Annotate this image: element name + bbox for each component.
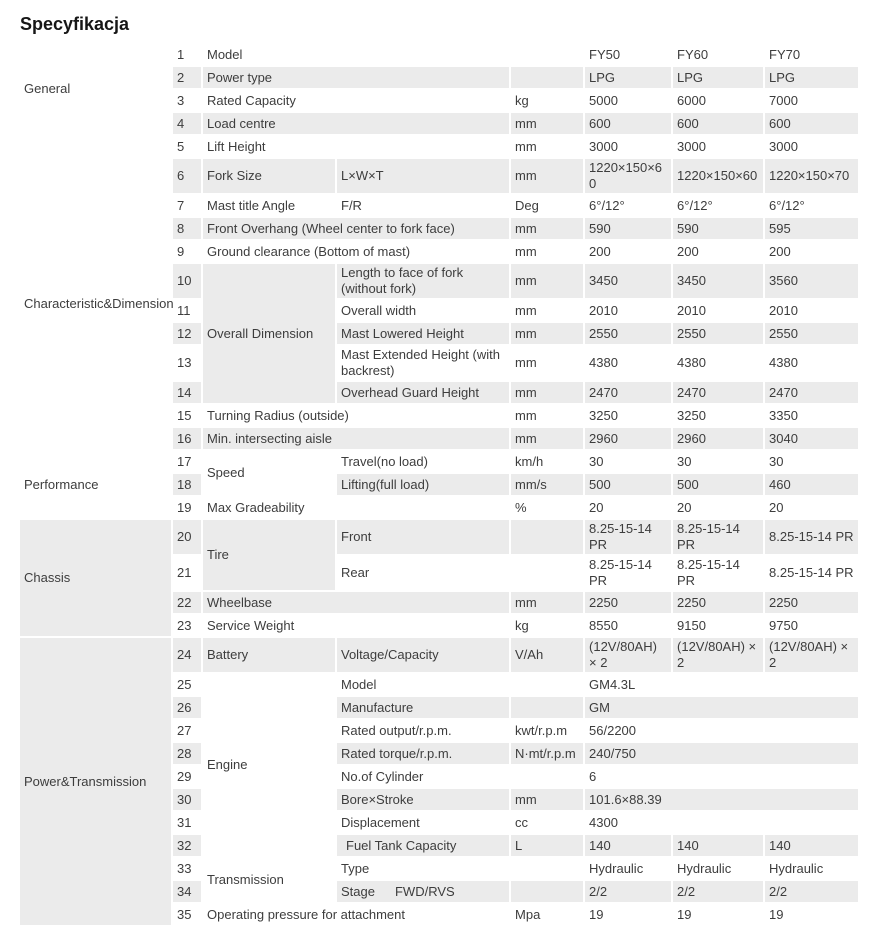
value-cell: 3450 <box>673 264 763 298</box>
param-cell: Turning Radius (outside) <box>203 405 509 426</box>
row-number-cell: 34 <box>173 881 201 902</box>
value-cell: 600 <box>585 113 671 134</box>
subparam-cell: Rated output/r.p.m. <box>337 720 509 741</box>
param-cell: Mast title Angle <box>203 195 335 216</box>
unit-cell: Mpa <box>511 904 583 925</box>
subparam-cell: Manufacture <box>337 697 509 718</box>
subparam-cell: Length to face of fork (without fork) <box>337 264 509 298</box>
param-cell: Load centre <box>203 113 509 134</box>
unit-cell <box>511 520 583 554</box>
value-cell: 19 <box>585 904 671 925</box>
unit-cell: N·mt/r.p.m <box>511 743 583 764</box>
value-cell: 2470 <box>765 382 858 403</box>
value-cell: 3250 <box>673 405 763 426</box>
value-cell: 56/2200 <box>585 720 858 741</box>
subparam-cell <box>337 881 509 902</box>
table-row <box>20 159 858 193</box>
value-cell: 2/2 <box>765 881 858 902</box>
table-row <box>20 638 858 672</box>
value-cell: Hydraulic <box>585 858 671 879</box>
value-cell: 8.25-15-14 PR <box>765 520 858 554</box>
value-cell: 2010 <box>673 300 763 321</box>
value-cell: Hydraulic <box>673 858 763 879</box>
value-cell: 460 <box>765 474 858 495</box>
value-cell: 4380 <box>673 346 763 380</box>
table-row <box>20 451 858 472</box>
spec-table <box>18 42 860 927</box>
value-cell: Hydraulic <box>765 858 858 879</box>
param-cell: Fork Size <box>203 159 335 193</box>
unit-cell: mm <box>511 789 583 810</box>
value-cell: 3350 <box>765 405 858 426</box>
row-number-cell: 32 <box>173 835 201 856</box>
category-cell: Chassis <box>20 520 171 636</box>
param-cell: Wheelbase <box>203 592 509 613</box>
unit-cell <box>511 858 583 879</box>
value-cell: 2010 <box>765 300 858 321</box>
value-cell: LPG <box>585 67 671 88</box>
subparam-cell: F/R <box>337 195 509 216</box>
value-cell: 4380 <box>585 346 671 380</box>
unit-cell: mm <box>511 241 583 262</box>
value-cell: FY60 <box>673 44 763 65</box>
value-cell: 20 <box>765 497 858 518</box>
unit-cell: kwt/r.p.m <box>511 720 583 741</box>
value-cell: 2250 <box>673 592 763 613</box>
subparam-cell: Overhead Guard Height <box>337 382 509 403</box>
value-cell: 3450 <box>585 264 671 298</box>
value-cell: 2550 <box>765 323 858 344</box>
category-cell: Characteristic&Dimension <box>20 159 171 449</box>
value-cell: 2/2 <box>673 881 763 902</box>
unit-cell: Deg <box>511 195 583 216</box>
value-cell: 2250 <box>765 592 858 613</box>
value-cell: 3250 <box>585 405 671 426</box>
value-cell: 30 <box>673 451 763 472</box>
row-number-cell: 30 <box>173 789 201 810</box>
param-cell: Front Overhang (Wheel center to fork face) <box>203 218 509 239</box>
row-number-cell: 33 <box>173 858 201 879</box>
value-cell: 2960 <box>673 428 763 449</box>
unit-cell: mm <box>511 323 583 344</box>
value-cell: 1220×150×60 <box>585 159 671 193</box>
unit-cell <box>511 674 583 695</box>
param-cell: Engine <box>203 674 335 856</box>
value-cell: 8550 <box>585 615 671 636</box>
value-cell: 9750 <box>765 615 858 636</box>
value-cell: 30 <box>765 451 858 472</box>
unit-cell <box>511 556 583 590</box>
subparam-cell: Voltage/Capacity <box>337 638 509 672</box>
subparam-cell: Rated torque/r.p.m. <box>337 743 509 764</box>
value-cell: 500 <box>585 474 671 495</box>
spec-table-body <box>20 44 858 925</box>
unit-cell: mm <box>511 405 583 426</box>
unit-cell: kg <box>511 615 583 636</box>
subparam-cell: Mast Lowered Height <box>337 323 509 344</box>
value-cell: 140 <box>585 835 671 856</box>
value-cell: 101.6×88.39 <box>585 789 858 810</box>
row-number-cell: 1 <box>173 44 201 65</box>
value-cell: 19 <box>765 904 858 925</box>
subparam-cell: Travel(no load) <box>337 451 509 472</box>
category-cell: Power&Transmission <box>20 638 171 925</box>
value-cell: 9150 <box>673 615 763 636</box>
param-cell: Min. intersecting aisle <box>203 428 509 449</box>
row-number-cell: 31 <box>173 812 201 833</box>
value-cell: 8.25-15-14 PR <box>673 520 763 554</box>
param-cell: Speed <box>203 451 335 495</box>
value-cell: 3000 <box>673 136 763 157</box>
subparam-cell: No.of Cylinder <box>337 766 509 787</box>
value-cell: 8.25-15-14 PR <box>765 556 858 590</box>
subparam-label-secondary: FWD/RVS <box>394 883 455 899</box>
value-cell: LPG <box>673 67 763 88</box>
value-cell: GM4.3L <box>585 674 858 695</box>
row-number-cell: 18 <box>173 474 201 495</box>
value-cell: 2010 <box>585 300 671 321</box>
unit-cell: km/h <box>511 451 583 472</box>
value-cell: 4380 <box>765 346 858 380</box>
subparam-cell: Mast Extended Height (with backrest) <box>337 346 509 380</box>
unit-cell: V/Ah <box>511 638 583 672</box>
value-cell: 200 <box>765 241 858 262</box>
unit-cell <box>511 881 583 902</box>
value-cell: 5000 <box>585 90 671 111</box>
subparam-cell: Bore×Stroke <box>337 789 509 810</box>
row-number-cell: 24 <box>173 638 201 672</box>
row-number-cell: 16 <box>173 428 201 449</box>
unit-cell <box>511 67 583 88</box>
param-cell: Service Weight <box>203 615 509 636</box>
value-cell: 595 <box>765 218 858 239</box>
value-cell: 1220×150×60 <box>673 159 763 193</box>
value-cell: 6 <box>585 766 858 787</box>
param-cell: Transmission <box>203 858 335 902</box>
unit-cell: L <box>511 835 583 856</box>
row-number-cell: 3 <box>173 90 201 111</box>
subparam-cell: Overall width <box>337 300 509 321</box>
value-cell: 3000 <box>765 136 858 157</box>
unit-cell: mm/s <box>511 474 583 495</box>
unit-cell: % <box>511 497 583 518</box>
param-cell: Operating pressure for attachment <box>203 904 509 925</box>
value-cell: FY70 <box>765 44 858 65</box>
value-cell: 20 <box>585 497 671 518</box>
row-number-cell: 15 <box>173 405 201 426</box>
unit-cell: kg <box>511 90 583 111</box>
row-number-cell: 28 <box>173 743 201 764</box>
value-cell: 8.25-15-14 PR <box>585 556 671 590</box>
unit-cell: mm <box>511 346 583 380</box>
unit-cell: mm <box>511 218 583 239</box>
row-number-cell: 13 <box>173 346 201 380</box>
unit-cell: mm <box>511 592 583 613</box>
row-number-cell: 19 <box>173 497 201 518</box>
page-title: Specyfikacja <box>20 14 130 34</box>
param-cell: Power type <box>203 67 509 88</box>
row-number-cell: 17 <box>173 451 201 472</box>
param-cell: Ground clearance (Bottom of mast) <box>203 241 509 262</box>
value-cell: 2470 <box>585 382 671 403</box>
row-number-cell: 9 <box>173 241 201 262</box>
category-cell: General <box>20 44 171 134</box>
param-cell: Model <box>203 44 509 65</box>
value-cell: 2/2 <box>585 881 671 902</box>
row-number-cell: 12 <box>173 323 201 344</box>
value-cell: 2550 <box>585 323 671 344</box>
row-number-cell: 20 <box>173 520 201 554</box>
table-row <box>20 44 858 65</box>
row-number-cell: 21 <box>173 556 201 590</box>
unit-cell: mm <box>511 428 583 449</box>
value-cell: 600 <box>765 113 858 134</box>
param-cell: Lift Height <box>203 136 509 157</box>
value-cell: 140 <box>765 835 858 856</box>
category-cell <box>20 136 171 157</box>
unit-cell: mm <box>511 264 583 298</box>
unit-cell: mm <box>511 113 583 134</box>
row-number-cell: 7 <box>173 195 201 216</box>
value-cell: GM <box>585 697 858 718</box>
subparam-cell: Model <box>337 674 509 695</box>
value-cell: 19 <box>673 904 763 925</box>
value-cell: 4300 <box>585 812 858 833</box>
value-cell: 1220×150×70 <box>765 159 858 193</box>
value-cell: 590 <box>673 218 763 239</box>
subparam-cell: Fuel Tank Capacity <box>337 835 509 856</box>
value-cell: (12V/80AH) × 2 <box>765 638 858 672</box>
value-cell: 200 <box>585 241 671 262</box>
value-cell: 3560 <box>765 264 858 298</box>
value-cell: 7000 <box>765 90 858 111</box>
value-cell: 6000 <box>673 90 763 111</box>
subparam-cell: Displacement <box>337 812 509 833</box>
unit-cell: mm <box>511 159 583 193</box>
row-number-cell: 4 <box>173 113 201 134</box>
value-cell: 2960 <box>585 428 671 449</box>
value-cell: 6°/12° <box>585 195 671 216</box>
row-number-cell: 23 <box>173 615 201 636</box>
value-cell: (12V/80AH) × 2 <box>585 638 671 672</box>
category-cell: Performance <box>20 451 171 518</box>
unit-cell <box>511 44 583 65</box>
row-number-cell: 22 <box>173 592 201 613</box>
table-row <box>20 520 858 554</box>
param-cell: Rated Capacity <box>203 90 509 111</box>
value-cell: 2470 <box>673 382 763 403</box>
value-cell: 600 <box>673 113 763 134</box>
value-cell: 30 <box>585 451 671 472</box>
value-cell: 2250 <box>585 592 671 613</box>
value-cell: FY50 <box>585 44 671 65</box>
param-cell: Battery <box>203 638 335 672</box>
unit-cell: mm <box>511 382 583 403</box>
row-number-cell: 2 <box>173 67 201 88</box>
value-cell: 500 <box>673 474 763 495</box>
unit-cell <box>511 766 583 787</box>
subparam-cell: L×W×T <box>337 159 509 193</box>
row-number-cell: 26 <box>173 697 201 718</box>
param-cell: Overall Dimension <box>203 264 335 403</box>
value-cell: 8.25-15-14 PR <box>673 556 763 590</box>
unit-cell <box>511 697 583 718</box>
value-cell: 8.25-15-14 PR <box>585 520 671 554</box>
subparam-label: Stage <box>341 883 375 899</box>
row-number-cell: 11 <box>173 300 201 321</box>
value-cell: 3040 <box>765 428 858 449</box>
param-cell: Max Gradeability <box>203 497 509 518</box>
value-cell: 3000 <box>585 136 671 157</box>
value-cell: LPG <box>765 67 858 88</box>
row-number-cell: 5 <box>173 136 201 157</box>
value-cell: 200 <box>673 241 763 262</box>
value-cell: 6°/12° <box>765 195 858 216</box>
row-number-cell: 27 <box>173 720 201 741</box>
subparam-cell: Lifting(full load) <box>337 474 509 495</box>
row-number-cell: 8 <box>173 218 201 239</box>
row-number-cell: 25 <box>173 674 201 695</box>
row-number-cell: 35 <box>173 904 201 925</box>
unit-cell: mm <box>511 300 583 321</box>
value-cell: 140 <box>673 835 763 856</box>
row-number-cell: 6 <box>173 159 201 193</box>
row-number-cell: 29 <box>173 766 201 787</box>
value-cell: 20 <box>673 497 763 518</box>
value-cell: 590 <box>585 218 671 239</box>
param-cell: Tire <box>203 520 335 590</box>
value-cell: 2550 <box>673 323 763 344</box>
value-cell: (12V/80AH) × 2 <box>673 638 763 672</box>
subparam-cell: Rear <box>337 556 509 590</box>
unit-cell: cc <box>511 812 583 833</box>
row-number-cell: 14 <box>173 382 201 403</box>
value-cell: 6°/12° <box>673 195 763 216</box>
table-row <box>20 136 858 157</box>
value-cell: 240/750 <box>585 743 858 764</box>
unit-cell: mm <box>511 136 583 157</box>
subparam-cell: Type <box>337 858 509 879</box>
row-number-cell: 10 <box>173 264 201 298</box>
subparam-cell: Front <box>337 520 509 554</box>
